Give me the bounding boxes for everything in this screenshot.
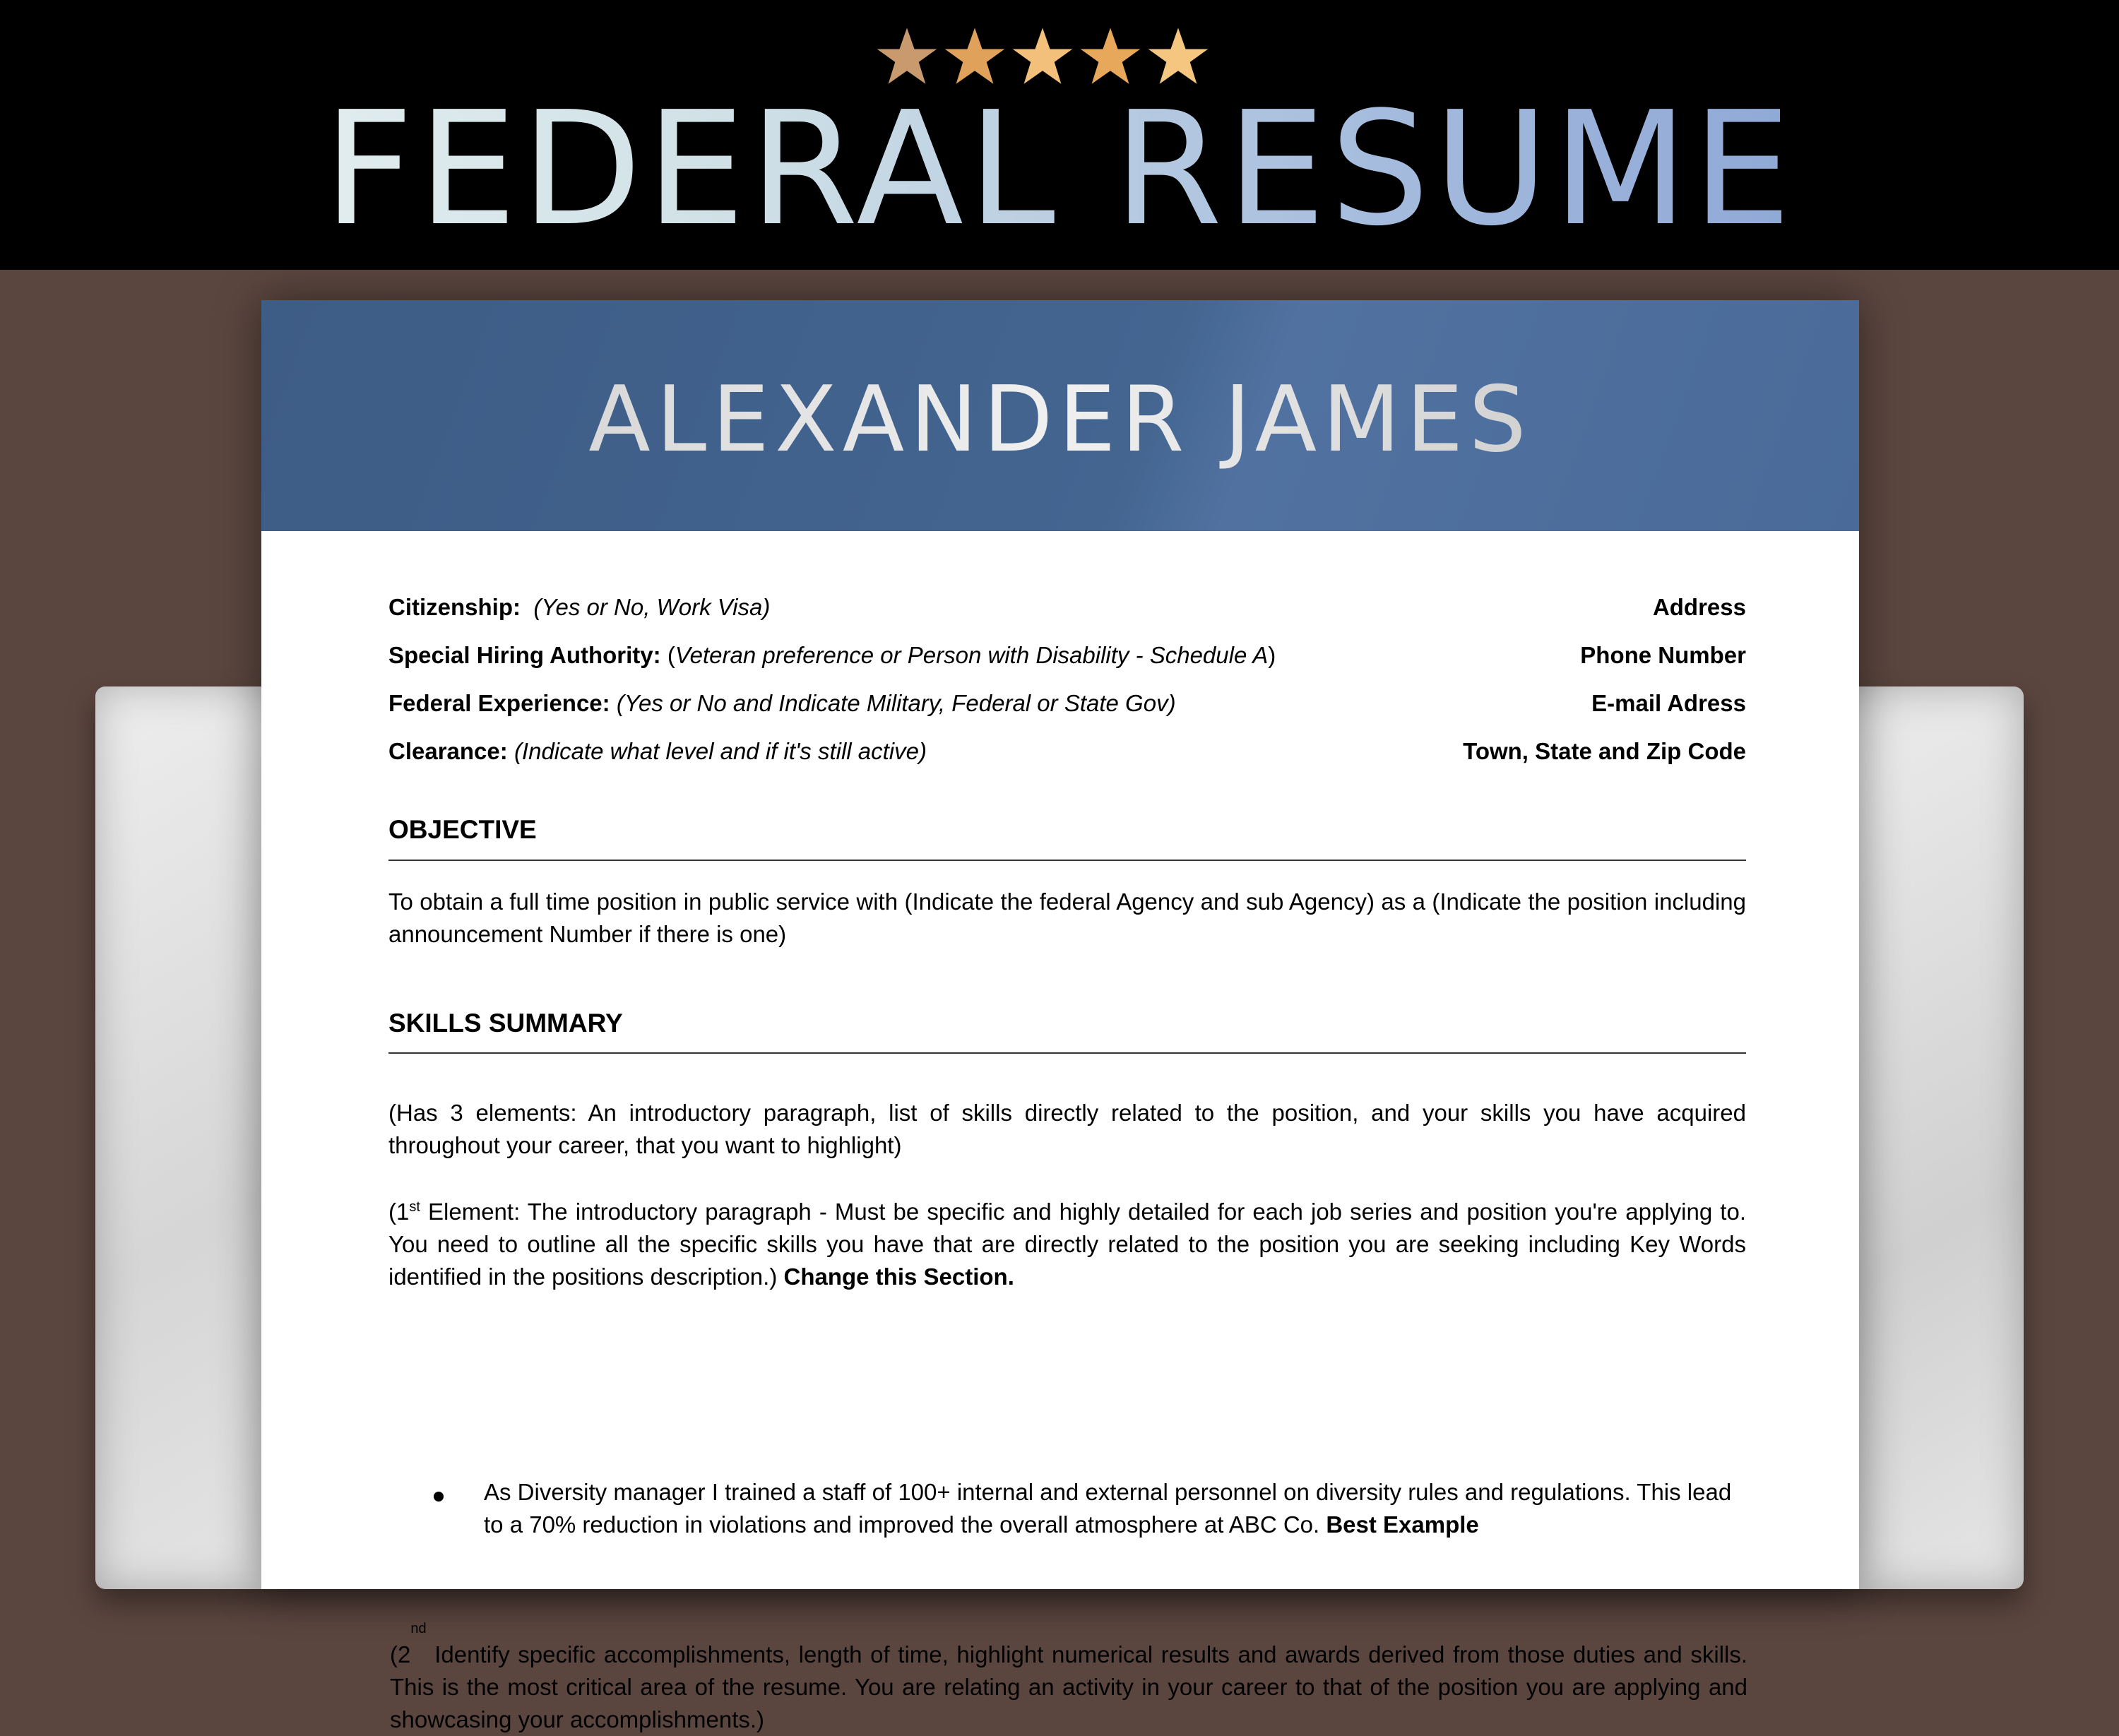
- skills-intro-paragraph: (Has 3 elements: An introductory paragraph, list of skills directly related to the position, and your skills you have acquired throughout your career, that you want to highlight): [388, 1100, 1746, 1158]
- info-value: Veteran preference or Person with Disability - Schedule A: [675, 642, 1269, 668]
- bullet-text: As Diversity manager I trained a staff of 100+ internal and external personnel on diversity rules and regulations. This lead to a 70% reduction in violations and improved the overall atmosphere at ABC Co.: [484, 1479, 1732, 1538]
- info-label: Citizenship:: [388, 594, 521, 620]
- skills-divider: [388, 1052, 1746, 1054]
- bullet-emphasis: Best Example: [1326, 1511, 1479, 1538]
- resume-page: [261, 300, 1859, 1732]
- info-right-address: Address: [1652, 594, 1746, 620]
- resume-header: [261, 300, 1859, 531]
- top-banner: [0, 0, 2119, 270]
- info-label: Federal Experience:: [388, 690, 610, 716]
- info-row-citizenship: [388, 590, 1746, 625]
- element-number: (1: [388, 1199, 410, 1225]
- objective-divider: [388, 860, 1746, 861]
- objective-heading: OBJECTIVE: [388, 815, 537, 844]
- info-paren-open: (: [667, 642, 675, 668]
- info-right-location: Town, State and Zip Code: [1463, 738, 1746, 764]
- info-row-federal-experience: [388, 686, 1746, 721]
- info-label: Clearance:: [388, 738, 508, 764]
- info-value: (Yes or No and Indicate Military, Federal or State Gov): [616, 690, 1176, 716]
- element-text: Identify specific accomplishments, length of time, highlight numerical results and awards derived from those duties and skills. This is the most critical area of the resume. You are relating an activity in your career to that of the position you are applying and showcasing your accomplishments.): [390, 1641, 1747, 1732]
- info-value: (Yes or No, Work Visa): [533, 594, 771, 620]
- info-paren-close: ): [1268, 642, 1276, 668]
- element-text: Element: The introductory paragraph - Must be specific and highly detailed for each job series and position you're applying to. You need to outline all the specific skills you have that are directly related to the position you are seeking including Key Words identified in the positions description.): [388, 1199, 1746, 1290]
- info-row-hiring-authority: [388, 638, 1746, 673]
- info-right-phone: Phone Number: [1580, 642, 1746, 668]
- resume-name: ALEXANDER JAMES: [261, 371, 1859, 470]
- bullet-icon: [434, 1492, 444, 1502]
- banner-title: FEDERAL RESUME: [0, 88, 2119, 251]
- skills-element-2-paragraph: [390, 1621, 1747, 1736]
- info-value: (Indicate what level and if it's still active): [514, 738, 927, 764]
- element-ordinal: nd: [410, 1621, 427, 1636]
- skills-element-1-paragraph: [388, 1196, 1746, 1293]
- info-label: Special Hiring Authority:: [388, 642, 661, 668]
- element-ordinal: st: [409, 1199, 420, 1215]
- element-number: (2: [390, 1641, 411, 1667]
- info-right-email: E-mail Adress: [1591, 690, 1746, 716]
- info-row-clearance: [388, 734, 1746, 769]
- objective-text: To obtain a full time position in public service with (Indicate the federal Agency and sub Agency) as a (Indicate the position including announcement Number if there is one): [388, 888, 1746, 947]
- element-emphasis: Change this Section.: [783, 1264, 1014, 1290]
- skills-bullet-item: [484, 1476, 1746, 1541]
- skills-summary-heading: SKILLS SUMMARY: [388, 1009, 623, 1038]
